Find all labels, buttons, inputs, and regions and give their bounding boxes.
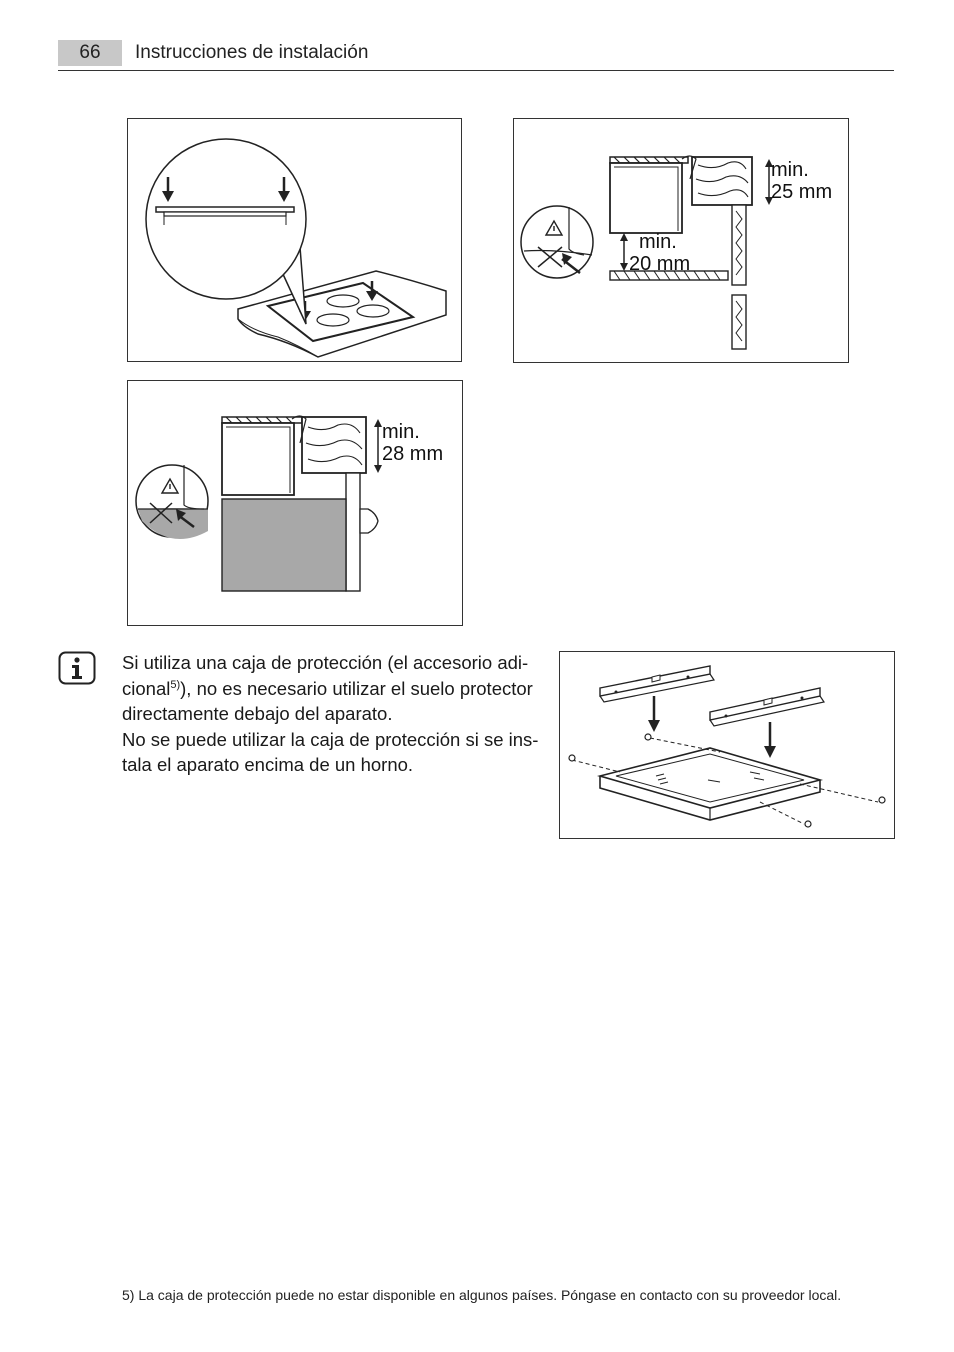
info-icon — [58, 651, 96, 685]
figure-clearance-oven — [127, 380, 463, 626]
dim-lower-value: 20 mm — [629, 253, 691, 275]
dim-28-value: 28 mm — [382, 443, 444, 465]
note-line-2 — [122, 676, 552, 702]
note-line-3: directamente debajo del aparato. — [122, 703, 393, 724]
note-line-2a: cional — [122, 677, 171, 699]
dim-28-min: min. — [382, 421, 420, 443]
dim-lower-label — [629, 231, 690, 275]
protection-box-drawing — [560, 652, 894, 838]
note-line-1: Si utiliza una caja de protección (el accesorio adi- — [122, 652, 529, 673]
page-number: 66 — [58, 40, 122, 66]
clearance-oven-drawing — [128, 381, 462, 625]
figure-clearance-protector — [513, 118, 849, 363]
figure-protection-box — [559, 651, 895, 839]
dim-lower-min: min. — [639, 231, 677, 253]
page-title: Instrucciones de instalación — [135, 42, 369, 63]
footnote-ref: 5) — [170, 678, 181, 691]
dim-upper-label — [771, 159, 832, 203]
dim-upper-min: min. — [771, 159, 809, 181]
header-divider — [58, 70, 894, 71]
figure-hob-placement — [127, 118, 462, 362]
footnote: 5) La caja de protección puede no estar disponible en algunos países. Póngase en contacto con su proveedor local. — [122, 1287, 842, 1303]
dim-28-label — [382, 421, 443, 465]
note-line-4: No se puede utilizar la caja de protección si se ins- — [122, 728, 539, 750]
note-line-5: tala el aparato encima de un horno. — [122, 754, 414, 775]
hob-placement-drawing — [128, 119, 461, 361]
note-line-2b: ), no es necesario utilizar el suelo protector — [180, 677, 533, 699]
protection-box-note — [122, 650, 552, 778]
dim-upper-value: 25 mm — [771, 181, 833, 203]
